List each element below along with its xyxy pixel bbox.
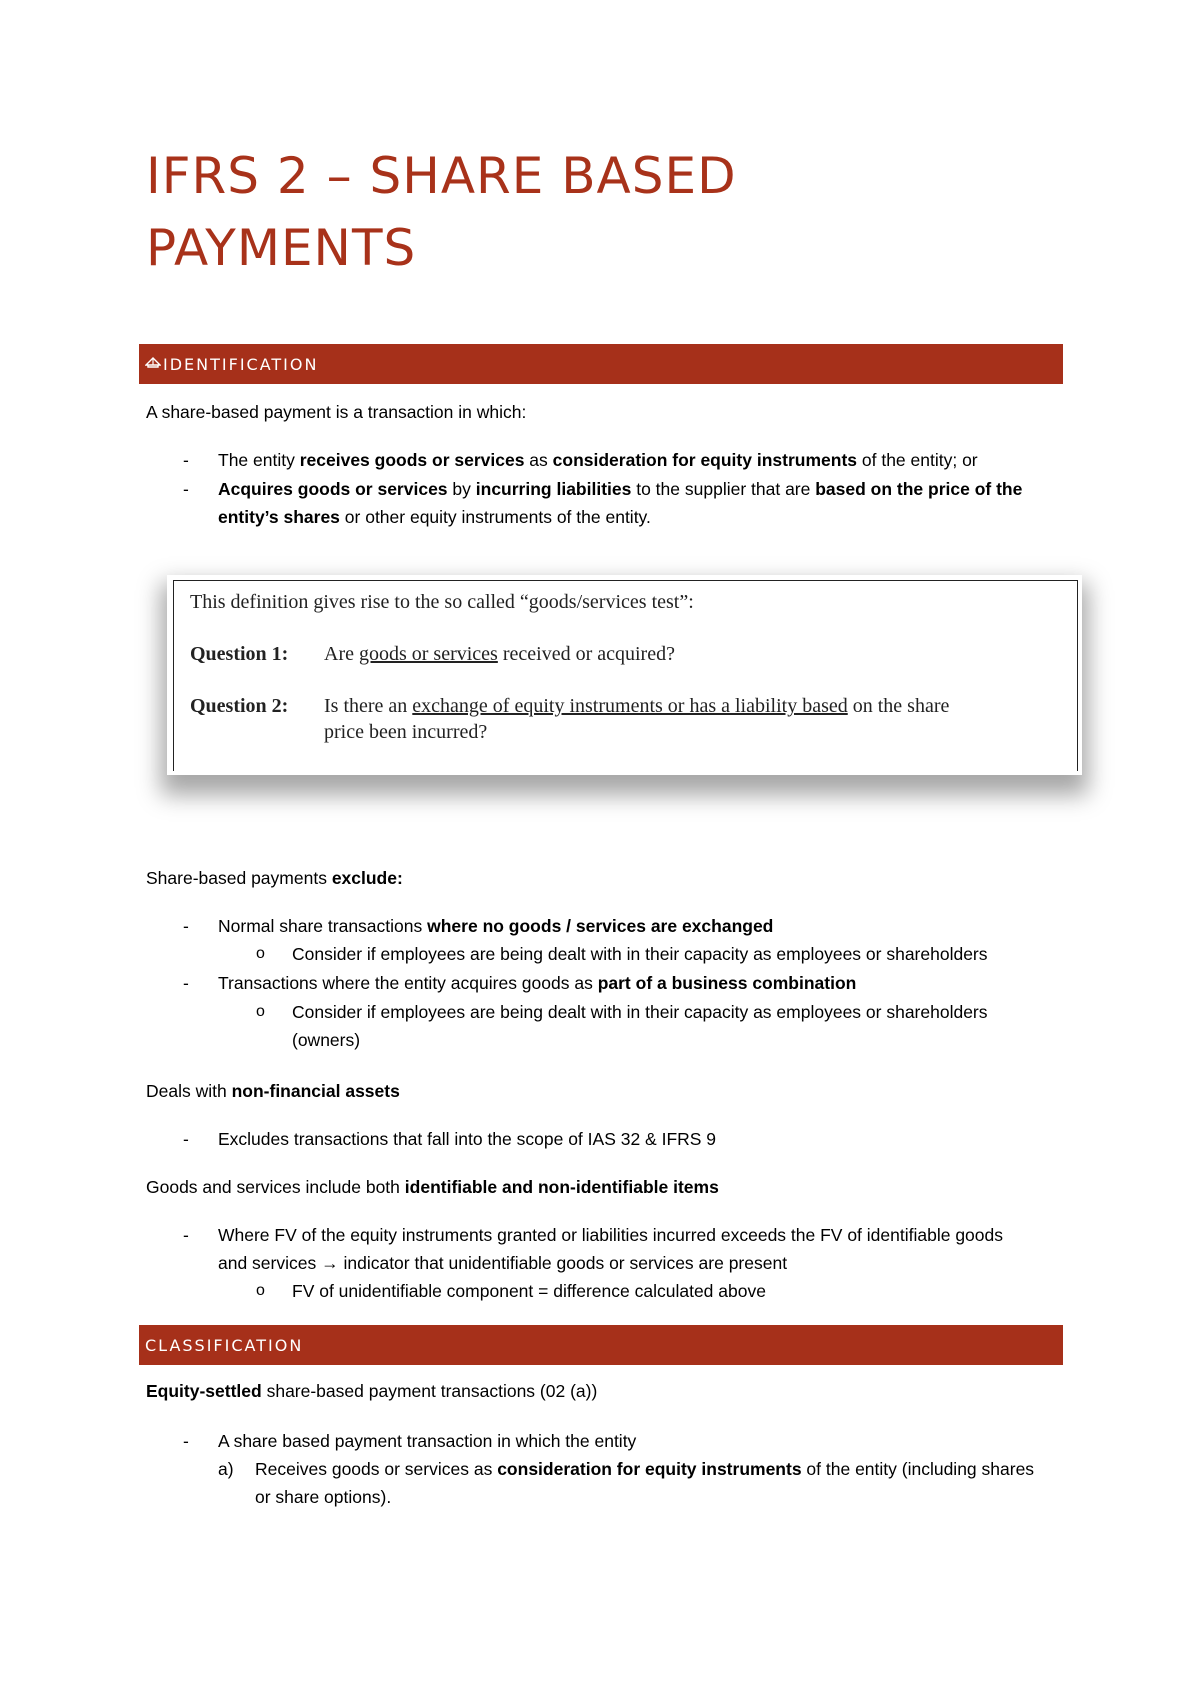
list-item: Acquires goods or services by incurring liabilities to the supplier that are based on the price of the entity’s shares or other equity instruments of the entity. (218, 479, 1023, 527)
list-dash: - (183, 479, 189, 499)
question-2-label: Question 2: (190, 695, 289, 717)
list-subitem: FV of unidentifiable component = difference calculated above (292, 1281, 766, 1301)
question-2-text-cont: price been incurred? (324, 721, 488, 743)
section-header-identification (139, 344, 1063, 384)
list-dash: - (183, 1225, 189, 1245)
list-dash: - (183, 450, 189, 470)
section-header-classification (139, 1325, 1063, 1365)
title-line-2: PAYMENTS (146, 219, 417, 277)
page-title (146, 140, 1046, 284)
question-1-label: Question 1: (190, 643, 289, 665)
arrow-icon: → (321, 1253, 339, 1273)
list-dash: - (183, 1431, 189, 1451)
list-letter: a) (218, 1459, 234, 1479)
list-item: The entity receives goods or services as consideration for equity instruments of the entity; or (218, 450, 978, 470)
list-bullet: o (256, 1003, 265, 1020)
list-subitem: Consider if employees are being dealt with in their capacity as employees or shareholders (292, 944, 988, 964)
question-2-text: Is there an exchange of equity instruments or has a liability based on the share (324, 695, 950, 717)
section-label: IDENTIFICATION (163, 354, 319, 374)
hat-icon (145, 355, 161, 373)
quote-line: This definition gives rise to the so called “goods/services test”: (190, 591, 694, 613)
question-1-text: Are goods or services received or acquired? (324, 643, 675, 665)
list-dash: - (183, 1129, 189, 1149)
quote-box (173, 580, 1078, 771)
intro-text: A share-based payment is a transaction in which: (146, 402, 527, 422)
list-bullet: o (256, 1282, 265, 1299)
section-label: CLASSIFICATION (145, 1335, 304, 1355)
list-dash: - (183, 916, 189, 936)
exclude-lead: Share-based payments exclude: (146, 868, 403, 888)
list-item: Transactions where the entity acquires goods as part of a business combination (218, 973, 857, 993)
list-item: Where FV of the equity instruments granted or liabilities incurred exceeds the FV of identifiable goods and services → indicator that unidentifiable goods or services are present (218, 1225, 1003, 1273)
list-subitem: Consider if employees are being dealt with in their capacity as employees or shareholders (owners) (292, 1002, 988, 1050)
list-dash: - (183, 973, 189, 993)
list-bullet: o (256, 945, 265, 962)
title-line-1: IFRS 2 – SHARE BASED (146, 147, 737, 205)
classification-lead: Equity-settled share-based payment transactions (02 (a)) (146, 1381, 598, 1401)
nonfin-lead: Deals with non-financial assets (146, 1081, 400, 1101)
list-item: Excludes transactions that fall into the scope of IAS 32 & IFRS 9 (218, 1129, 717, 1149)
list-item: A share based payment transaction in which the entity (218, 1431, 637, 1451)
list-subitem: Receives goods or services as consideration for equity instruments of the entity (including shares or share options). (255, 1459, 1035, 1507)
goods-lead: Goods and services include both identifiable and non-identifiable items (146, 1177, 719, 1197)
list-item: Normal share transactions where no goods / services are exchanged (218, 916, 774, 936)
